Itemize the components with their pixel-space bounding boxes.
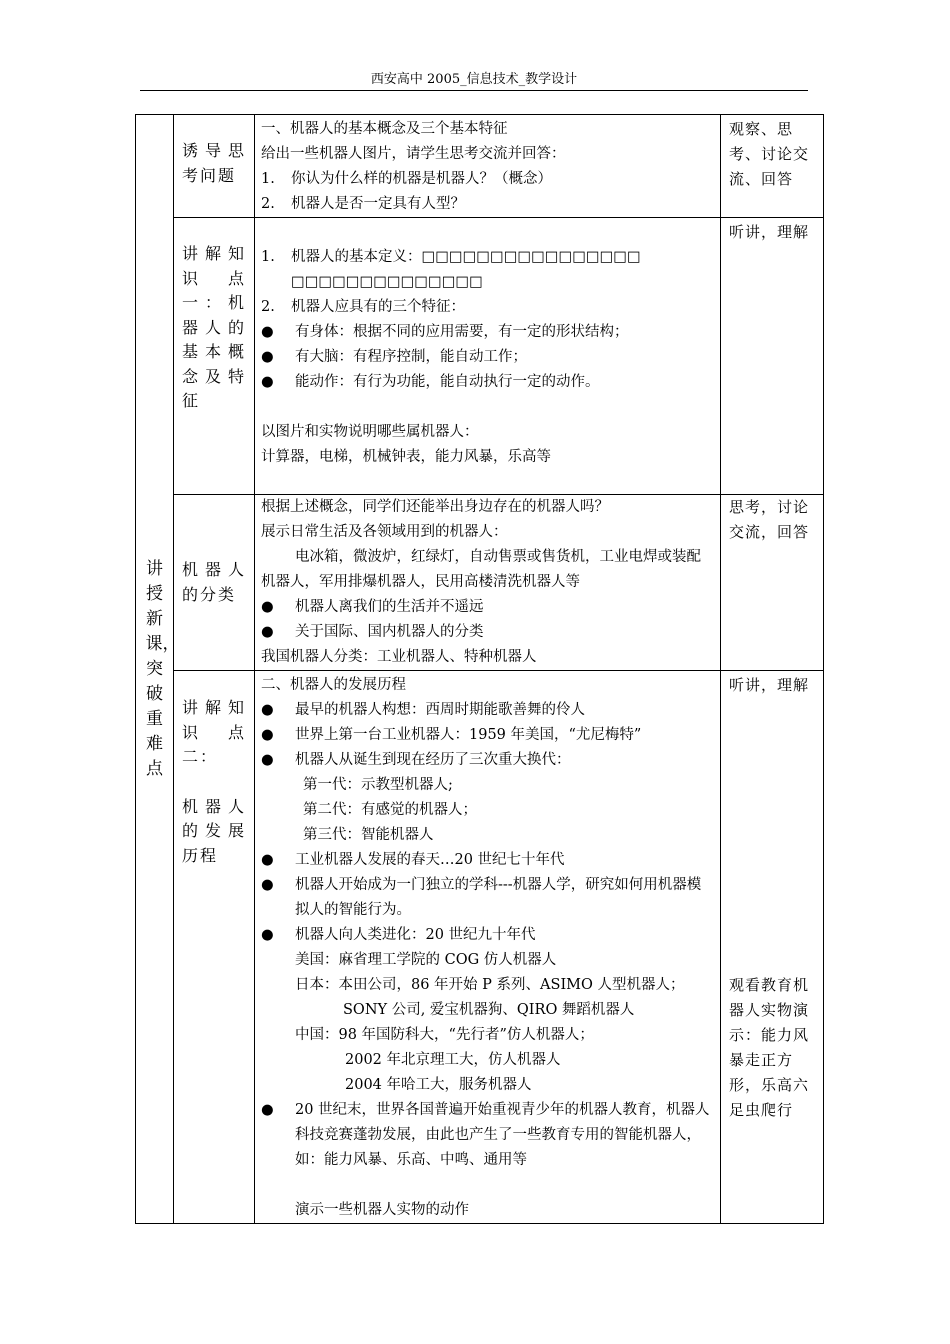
page-header <box>140 70 808 91</box>
bullet-icon: ● <box>261 852 274 868</box>
content-cell <box>255 115 721 218</box>
list-number: 2. <box>261 299 275 315</box>
bullet-icon: ● <box>261 624 274 640</box>
bullet-icon: ● <box>261 927 274 943</box>
student-activity: 听讲，理解 <box>729 676 810 694</box>
content-line: 我国机器人分类：工业机器人、特种机器人 <box>261 649 537 665</box>
student-activity: 听讲，理解 <box>729 223 810 241</box>
stage-cell <box>136 115 180 1224</box>
content-line: 计算器，电梯，机械钟表，能力风暴，乐高等 <box>261 449 551 465</box>
content-line: 机器人是否一定具有人型？ <box>291 196 465 212</box>
table-row <box>136 218 824 495</box>
content-line: □□□□□□□□□□□□□□ <box>291 274 483 290</box>
content-line: 机器人应具有的三个特征： <box>291 299 465 315</box>
content-line: 有大脑：有程序控制，能自动工作； <box>295 349 527 365</box>
content-line: 一、机器人的基本概念及三个基本特征 <box>261 121 508 137</box>
list-number: 2. <box>261 196 275 212</box>
content-line: 2002 年北京理工大，仿人机器人 <box>345 1052 561 1068</box>
section-cell <box>174 115 255 218</box>
content-line: 演示一些机器人实物的动作 <box>295 1202 469 1218</box>
bullet-icon: ● <box>261 374 274 390</box>
section-title: 机器人的发展历程 <box>182 796 246 865</box>
bullet-icon: ● <box>261 349 274 365</box>
content-line: 第一代：示教型机器人; <box>303 777 453 793</box>
content-line: 关于国际、国内机器人的分类 <box>295 624 484 640</box>
table-row <box>136 115 824 218</box>
content-line: 最早的机器人构想：西周时期能歌善舞的伶人 <box>295 702 585 718</box>
content-line: SONY 公司, 爱宝机器狗、QIRO 舞蹈机器人 <box>343 1002 635 1018</box>
content-line: 电冰箱，微波炉，红绿灯，自动售票或售货机，工业电焊或装配机器人，军用排爆机器人，民用高楼清洗机器人等 <box>261 549 701 590</box>
section-title: 讲解知识点一：机器人的基本概念及特征 <box>182 244 246 410</box>
bullet-icon: ● <box>261 1102 274 1118</box>
student-activity: 思考，讨论交流，回答 <box>729 498 810 541</box>
table-row <box>136 495 824 671</box>
stage-label: 讲授新课，突破重难点 <box>145 558 180 779</box>
content-line: 中国：98 年国防科大，“先行者”仿人机器人； <box>295 1027 594 1043</box>
activity-cell <box>721 218 824 495</box>
content-line: 展示日常生活及各领域用到的机器人： <box>261 524 508 540</box>
bullet-icon: ● <box>261 324 274 340</box>
activity-cell <box>721 495 824 671</box>
content-cell <box>255 495 721 671</box>
bullet-icon: ● <box>261 702 274 718</box>
student-activity-demo: 观看教育机器人实物演示：能力风暴走正方形，乐高六足虫爬行 <box>729 976 810 1119</box>
content-line: 美国：麻省理工学院的 COG 仿人机器人 <box>295 952 557 968</box>
student-activity: 观察、思考、讨论交流、回答 <box>729 120 810 188</box>
section-cell <box>174 495 255 671</box>
content-line: 工业机器人发展的春天…20 世纪七十年代 <box>295 852 565 868</box>
header-title: 西安高中 2005_信息技术_教学设计 <box>370 72 578 87</box>
content-line: 世界上第一台工业机器人：1959 年美国，“尤尼梅特” <box>295 727 642 743</box>
content-line: 以图片和实物说明哪些属机器人： <box>261 424 479 440</box>
content-line: 2004 年哈工大，服务机器人 <box>345 1077 532 1093</box>
content-line: 机器人的基本定义：□□□□□□□□□□□□□□□□ <box>291 249 641 265</box>
section-cell <box>174 671 255 1224</box>
list-number: 1. <box>261 249 275 265</box>
content-cell <box>255 671 721 1224</box>
content-line: 根据上述概念，同学们还能举出身边存在的机器人吗？ <box>261 499 609 515</box>
bullet-icon: ● <box>261 752 274 768</box>
content-line: 第二代：有感觉的机器人； <box>303 802 477 818</box>
section-title: 诱导思考问题 <box>182 141 246 185</box>
content-line: 你认为什么样的机器是机器人？（概念） <box>291 171 552 187</box>
section-title: 讲解知识点二： <box>182 698 246 766</box>
content-line: 第三代：智能机器人 <box>303 827 434 843</box>
content-line: 有身体：根据不同的应用需要，有一定的形状结构； <box>295 324 629 340</box>
content-cell <box>255 218 721 495</box>
activity-cell <box>721 671 824 1224</box>
content-line: 给出一些机器人图片，请学生思考交流并回答： <box>261 146 566 162</box>
bullet-icon: ● <box>261 599 274 615</box>
content-line: 日本：本田公司，86 年开始 P 系列、ASIMO 人型机器人； <box>295 977 685 993</box>
section-title: 机器人的分类 <box>182 560 246 604</box>
table-row <box>136 671 824 1224</box>
section-cell <box>174 218 255 495</box>
content-line: 机器人从诞生到现在经历了三次重大换代： <box>295 752 571 768</box>
content-line: 20 世纪末，世界各国普遍开始重视青少年的机器人教育，机器人科技竞赛蓬勃发展，由此也产生了一些教育专用的智能机器人，如：能力风暴、乐高、中鸣、通用等 <box>295 1102 710 1168</box>
bullet-icon: ● <box>261 877 274 893</box>
content-line: 机器人离我们的生活并不遥远 <box>295 599 484 615</box>
content-line: 机器人向人类进化：20 世纪九十年代 <box>295 927 536 943</box>
content-line: 能动作：有行为功能，能自动执行一定的动作。 <box>295 374 600 390</box>
activity-cell <box>721 115 824 218</box>
content-line: 机器人开始成为一门独立的学科---机器人学，研究如何用机器模拟人的智能行为。 <box>295 877 702 918</box>
content-line: 二、机器人的发展历程 <box>261 677 406 693</box>
lesson-table <box>135 114 824 1224</box>
list-number: 1. <box>261 171 275 187</box>
bullet-icon: ● <box>261 727 274 743</box>
